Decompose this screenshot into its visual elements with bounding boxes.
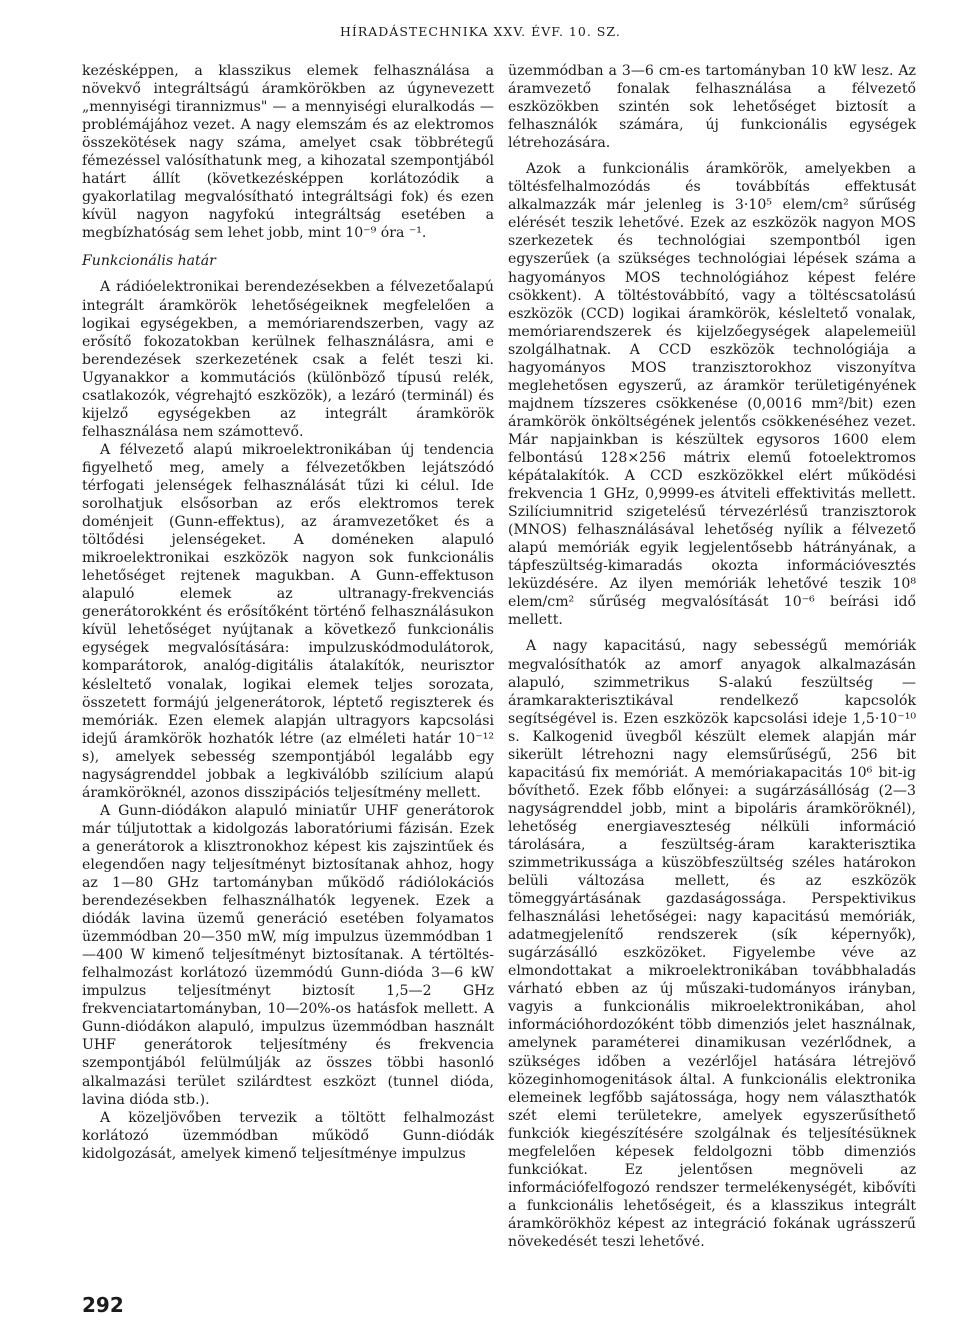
right-column: [508, 62, 916, 1251]
section-heading: Funkcionális határ: [82, 253, 216, 270]
paragraph: Azok a funkcionális áramkörök, amelyekben a töltésfelhalmozódás és továbbítás effektusát alkalmazzák már jelenleg is 3·10⁵ elem/cm² sűrűség elérését teszik lehetővé. Ezek az eszközök nagyon MOS szerkezetek és technológiai szempontból igen egyszerűek (a szükséges technológiai lépések száma a hagyományos MOS technológiához képest felére csökkent). A töltéstovábbító, vagy a töltéscsatolású eszközök (CCD) logikai áramkörök, késleltető vonalak, memóriarendszerek és kijelzőegységek alapelemeiül szolgálhatnak. A CCD eszközök technológiája a hagyományos MOS tranzisztorokhoz viszonyítva meglehetősen egyszerű, az áramkör területigényének majdnem tízszeres csökkenése (0,0016 mm²/bit) ezen áramkörök önköltségének jelentős csökkenéséhez vezet. Már napjainkban is készültek egysoros 1600 elem felbontású 128×256 mátrix elemű fotoelektromos képátalakítók. A CCD eszközökkel elért működési frekvencia 1 GHz, 0,9999-es átviteli effektivitás mellett. Szilíciumnitrid szigetelésű térvezérlésű tranzisztorok (MNOS) felhasználásával lehetőség nyílik a félvezető alapú memóriák egyik legjelentősebb hátrányának, a tápfeszültség-kimaradás okozta információvesztés leküzdésére. Az ilyen memóriák lehetővé teszik 10⁸ elem/cm² sűrűség megvalósítását 10⁻⁶ beírási idő mellett.: [508, 161, 916, 629]
paragraph: kezésképpen, a klasszikus elemek felhasználása a növekvő integráltságú áramkörökben az úgynevezett „mennyiségi tirannizmus" — a mennyiségi eluralkodás — problémájához vezet. A nagy elemszám és az elektromos összekötések nagy száma, amelyet csak többrétegű fémezéssel valósíthatunk meg, a kihozatal szempontjából határt állít (következésképpen korlátozódik a gyakorlatilag megvalósítható integráltsági fok) és ezen kívül nagyon nagyfokú integráltság esetében a megbízhatóság sem lehet jobb, mint 10⁻⁹ óra ⁻¹.: [82, 63, 494, 242]
paragraph: A Gunn-diódákon alapuló miniatűr UHF generátorok már túljutottak a kidolgozás laboratóriumi fázisán. Ezek a generátorok a klisztronokhoz képest kis zajszintűek és elegendően nagy teljesítményt biztosítanak ahhoz, hogy az 1—80 GHz tartományban működő rádiólokációs berendezésekben felhasználhatók legyenek. Ezek a diódák lavina üzemű generáció esetében folyamatos üzemmódban 20—350 mW, míg impulzus üzemmódban 1—400 W kimenő teljesítményt biztosítanak. A tértöltés-felhalmozást korlátozó üzemmódú Gunn-dióda 3—6 kW impulzus teljesítményt biztosít 1,5—2 GHz frekvenciatartományban, 10—20%-os hatásfok mellett. A Gunn-diódákon alapuló, impulzus üzemmódban használt UHF generátorok teljesítmény és frekvencia szempontjából felülmúlják az összes többi hasonló alkalmazási terület szilárdtest eszközt (tunnel dióda, lavina dióda stb.).: [82, 802, 494, 1108]
paragraph: A közeljövőben tervezik a töltött felhalmozást korlátozó üzemmódban működő Gunn-diódák kidolgozását, amelyek kimenő teljesítménye impulzus: [82, 1109, 494, 1162]
page-number: 292: [82, 1293, 124, 1317]
left-column: [82, 62, 494, 1163]
paragraph: A félvezető alapú mikroelektronikában új tendencia figyelhető meg, amely a félvezetőkben lejátszódó térfogati jelenségek felhasználását tűzi ki célul. Ide sorolhatjuk elsősorban az erős elektromos terek doménjeit (Gunn-effektus), az áramvezetőket és a töltődési jelenségeket. A doméneken alapuló mikroelektronikai eszközök nagyon sok funkcionális lehetőséget rejtenek magukban. A Gunn-effektuson alapuló elemek az ultranagy-frekvenciás generátorokként és erősítőként történő felhasználásukon kívül lehetőséget nyújtanak a következő funkcionális egységek megvalósítására: impulzuskódmodulátorok, komparátorok, analóg-digitális átalakítók, neurisztor késleltető vonalak, logikai elemek teljes sorozata, összetett formájú jelgenerátorok, léptető regiszterek és memóriák. Ezen elemek alapján ultragyors kapcsolási idejű áramkörök hozhatók létre (az elméleti határ 10⁻¹² s), amelyek sebesség szempontjából legalább egy nagyságrenddel jobbak a legkiválóbb szilícium alapú áramköröknél, azonos disszipációs teljesítmény mellett.: [82, 441, 494, 801]
paragraph: A nagy kapacitású, nagy sebességű memóriák megvalósíthatók az amorf anyagok alkalmazásán alapuló, szimmetrikus S-alakú feszültség — áramkarakterisztikával rendelkező kapcsolók segítségével is. Ezen eszközök kapcsolási ideje 1,5·10⁻¹⁰ s. Kalkogenid üvegből készült elemek alapján már sikerült létrehozni nagy elemsűrűségű, 256 bit kapacitású fix memóriát. A memóriakapacitás 10⁶ bit-ig bővíthető. Ezek főbb előnyei: a sugárzásállóság (2—3 nagyságrenddel jobb, mint a bipoláris áramköröknél), lehetőség energiaveszteség nélküli információ tárolására, a feszültség-áram karakterisztika szimmetrikussága a küszöbfeszültség széles határokon belüli változása mellett, és az eszközök tömeggyártásának gazdaságossága. Perspektivikus felhasználási lehetőségei: nagy kapacitású memóriák, adatmegjelenítő rendszerek (sík képernyők), sugárzásálló eszközöket. Figyelembe véve az elmondottakat a mikroelektronikában továbbhaladás várható ebben az új műszaki-tudományos irányban, vagyis a funkcionális mikroelektronikában, ahol információhordozóként több dimenziós jelet használnak, amelynek paraméterei dinamikusan vezérlődnek, a szükséges időben a vezérlőjel hatására létrejövő közeginhomogenitások által. A funkcionális elektronika elemeinek legfőbb sajátossága, hogy nem választhatók szét elemi területekre, amelyek egyszerűsíthető funkciók kiegészítésére szolgálnak és teljesítésüknek megfelelően képesek feldolgozni több dimenziós funkciókat. Ez jelentősen megnöveli az információfelfogozó rendszer termelékenységét, kibővíti a funkcionális lehetőségeit, és a klasszikus integrált áramkörökhöz képest az integráció fokának ugrásszerű növekedését teszi lehetővé.: [508, 638, 916, 1250]
paragraph: A rádióelektronikai berendezésekben a félvezetőalapú integrált áramkörök lehetőségeiknek megfelelően a logikai egységekben, a memóriarendszerben, vagy az erősítő fokozatokban kerülnek felhasználásra, ami e berendezések szerkezetének csak a felét teszi ki. Ugyanakkor a kommutációs (különböző típusú relék, csatlakozók, végrehajtó eszközök), a lezáró (terminál) és kijelző egységekben az integrált áramkörök felhasználása nem számottevő.: [82, 279, 494, 440]
running-head: HÍRADÁSTECHNIKA XXV. ÉVF. 10. SZ.: [340, 24, 621, 39]
paragraph: üzemmódban a 3—6 cm-es tartományban 10 kW lesz. Az áramvezető fonalak felhasználása a félvezető eszközökben szintén sok lehetőséget biztosít a felhasználók számára, új funkcionális egységek létrehozására.: [508, 63, 916, 152]
